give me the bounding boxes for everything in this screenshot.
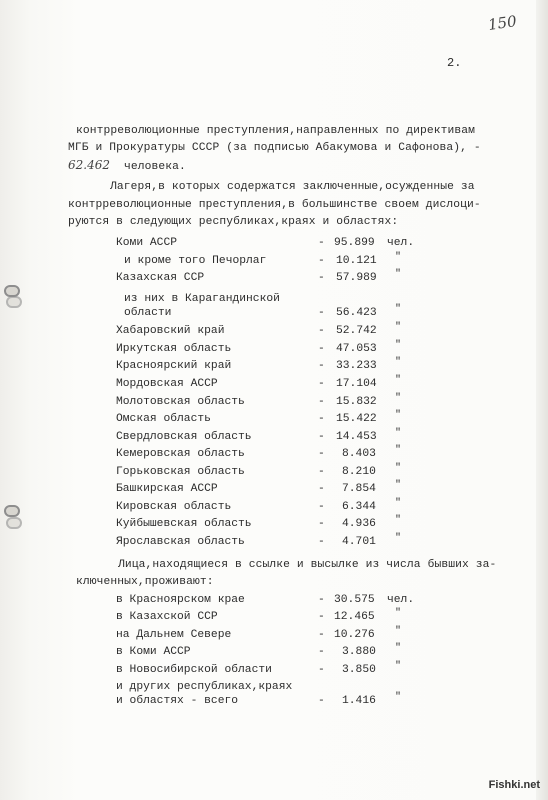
binder-hole	[4, 505, 20, 517]
camps-paragraph-line-2: контрреволюционные преступления,в большинстве своем дислоци-	[68, 199, 481, 211]
camps-unit: чел.	[387, 237, 415, 249]
camps-value: 14.453	[336, 431, 377, 443]
camps-unit: "	[395, 304, 402, 315]
camps-value: 47.053	[336, 343, 377, 355]
camps-name: Хабаровский край	[116, 325, 225, 337]
binder-hole	[6, 517, 22, 529]
camps-value: 8.210	[342, 466, 376, 478]
camps-value: 33.233	[336, 360, 377, 372]
camps-name: Коми АССР	[116, 237, 178, 249]
camps-value: 52.742	[336, 325, 377, 337]
exile-unit: "	[395, 643, 402, 654]
dash: -	[318, 466, 325, 478]
camps-name: Кировская область	[116, 501, 232, 513]
dash: -	[318, 536, 325, 548]
camps-name: Иркутская область	[116, 343, 232, 355]
dash: -	[318, 518, 325, 530]
camps-value: 15.832	[336, 396, 377, 408]
intro-line-3: человека.	[124, 161, 186, 173]
camps-name: Горьковская область	[116, 466, 245, 478]
dash: -	[318, 501, 325, 513]
camps-name: Ярославская область	[116, 536, 245, 548]
exile-paragraph-line-1: Лица,находящиеся в ссылке и высылке из числа бывших за-	[118, 559, 497, 571]
camps-unit: "	[395, 463, 402, 474]
camps-name: Свердловская область	[116, 431, 252, 443]
dash: -	[318, 378, 325, 390]
camps-value: 57.989	[336, 272, 377, 284]
page-number: 2.	[447, 56, 462, 70]
dash: -	[318, 255, 325, 267]
camps-paragraph-line-1: Лагеря,в которых содержатся заключенные,осужденные за	[110, 181, 475, 193]
dash: -	[318, 448, 325, 460]
camps-name: Молотовская область	[116, 396, 245, 408]
dash: -	[318, 629, 325, 641]
exile-name: и других республиках,краях и областях - всего	[116, 681, 293, 707]
intro-line-1: контрреволюционные преступления,направленных по директивам	[76, 125, 475, 137]
intro-line-2: МГБ и Прокуратуры СССР (за подписью Абакумова и Сафонова), -	[68, 142, 481, 154]
camps-unit: "	[395, 410, 402, 421]
dash: -	[318, 611, 325, 623]
dash: -	[318, 272, 325, 284]
camps-unit: "	[395, 533, 402, 544]
dash: -	[318, 413, 325, 425]
dash: -	[318, 483, 325, 495]
camps-value: 17.104	[336, 378, 377, 390]
exile-unit: "	[395, 626, 402, 637]
camps-unit: "	[395, 269, 402, 280]
camps-name: Куйбышевская область	[116, 518, 252, 530]
dash: -	[318, 646, 325, 658]
camps-value: 10.121	[336, 255, 377, 267]
dash: -	[318, 360, 325, 372]
camps-value: 8.403	[342, 448, 376, 460]
camps-name: Мордовская АССР	[116, 378, 218, 390]
exile-name: на Дальнем Севере	[116, 629, 232, 641]
dash: -	[318, 695, 325, 707]
exile-name: в Казахской ССР	[116, 611, 218, 623]
camps-unit: "	[395, 322, 402, 333]
exile-value: 3.850	[342, 664, 376, 676]
camps-name: Кемеровская область	[116, 448, 245, 460]
camps-value: 15.422	[336, 413, 377, 425]
dash: -	[318, 307, 325, 319]
camps-unit: "	[395, 428, 402, 439]
camps-unit: "	[395, 480, 402, 491]
camps-value: 56.423	[336, 307, 377, 319]
camps-value: 6.344	[342, 501, 376, 513]
handwritten-count: 62.462	[68, 158, 110, 172]
camps-value: 95.899	[334, 237, 375, 249]
camps-name: и кроме того Печорлаг	[124, 255, 267, 267]
page-edge	[536, 0, 548, 800]
camps-unit: "	[395, 252, 402, 263]
camps-unit: "	[395, 445, 402, 456]
camps-name: Омская область	[116, 413, 211, 425]
camps-unit: "	[395, 393, 402, 404]
exile-name: в Новосибирской области	[116, 664, 272, 676]
exile-name: в Коми АССР	[116, 646, 191, 658]
exile-value: 12.465	[334, 611, 375, 623]
camps-name: Башкирская АССР	[116, 483, 218, 495]
dash: -	[318, 343, 325, 355]
exile-value: 1.416	[342, 695, 376, 707]
handwritten-page-number: 150	[486, 12, 518, 34]
watermark: Fishki.net	[488, 779, 540, 791]
dash: -	[318, 396, 325, 408]
camps-unit: "	[395, 515, 402, 526]
exile-unit: "	[395, 608, 402, 619]
camps-name: Красноярский край	[116, 360, 232, 372]
camps-unit: "	[395, 340, 402, 351]
camps-unit: "	[395, 357, 402, 368]
exile-unit: "	[395, 692, 402, 703]
dash: -	[318, 325, 325, 337]
camps-unit: "	[395, 375, 402, 386]
camps-name: из них в Карагандинской области	[124, 293, 280, 319]
camps-paragraph-line-3: руются в следующих республиках,краях и областях:	[68, 216, 399, 228]
dash: -	[318, 237, 325, 249]
exile-value: 10.276	[334, 629, 375, 641]
camps-name: Казахская ССР	[116, 272, 205, 284]
dash: -	[318, 431, 325, 443]
camps-value: 4.701	[342, 536, 376, 548]
camps-value: 7.854	[342, 483, 376, 495]
exile-unit: "	[395, 661, 402, 672]
exile-unit: чел.	[387, 594, 415, 606]
dash: -	[318, 664, 325, 676]
exile-value: 3.880	[342, 646, 376, 658]
dash: -	[318, 594, 325, 606]
exile-value: 30.575	[334, 594, 375, 606]
binder-hole	[6, 296, 22, 308]
exile-paragraph-line-2: ключенных,проживают:	[76, 576, 214, 588]
camps-unit: "	[395, 498, 402, 509]
exile-name: в Красноярском крае	[116, 594, 245, 606]
camps-value: 4.936	[342, 518, 376, 530]
